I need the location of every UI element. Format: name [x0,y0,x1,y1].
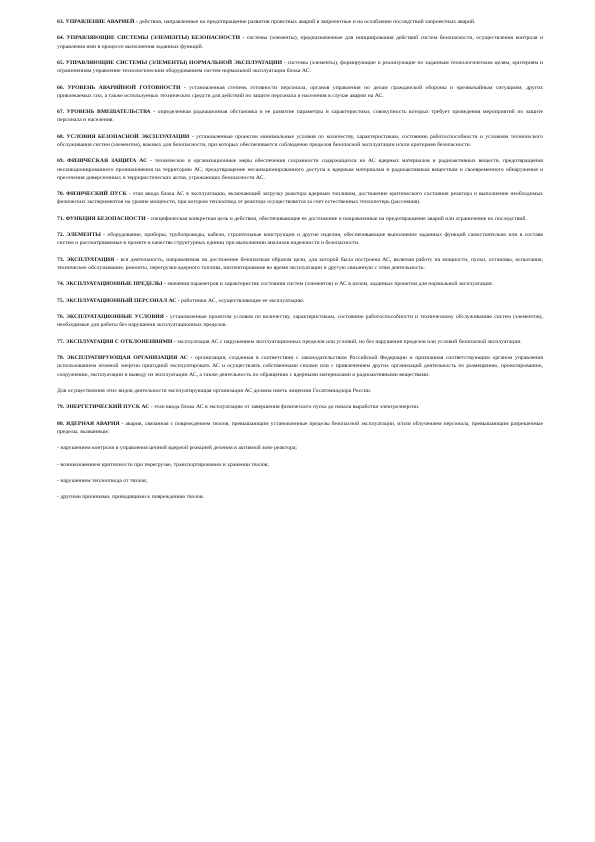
entry-separator: - [147,158,155,165]
entry-term: 68. УСЛОВИЯ БЕЗОПАСНОЙ ЭКСПЛУАТАЦИИ [57,133,190,140]
entry-definition: авария, связанная с повреждением твэлов, превышающим установленные пределы безопасной эксплуатации, и/или облучением персонала, превышающим разрешенные пределы, вызванным: [57,420,543,435]
entry-term: 75. ЭКСПЛУАТАЦИОННЫЙ ПЕРСОНАЛ АС [57,297,177,304]
glossary-entry [57,338,543,346]
entry-separator: - [180,84,190,91]
glossary-entry [57,297,543,305]
glossary-body [57,18,543,510]
entry-definition: установленные проектом минимальные условия по количеству, характеристикам, состоянию работоспособности и условиям технического обслуживания систем (элементов), важных для безопасности, при которых обеспечивается соблюдение пределов безопасной эксплуатации и/или критериев безопасности. [57,133,543,148]
glossary-entry [57,461,543,469]
glossary-entry [57,108,543,124]
entry-definition: установленная степень готовности персонала, органов управления по делам гражданской обороны и чрезвычайным ситуациям, других привлекаемых сил, а также используемых технических средств для действий по защите персонала и населения в случае аварии на АС. [57,84,543,99]
glossary-entry [57,157,543,182]
entry-separator: - [189,133,196,140]
glossary-entry [57,84,543,100]
glossary-entry [57,387,543,395]
entry-definition: Для осуществления этих видов деятельности эксплуатирующая организация АС должна иметь лицензии Госатомнадзора России. [57,387,372,394]
entry-separator: - [114,256,121,263]
glossary-entry [57,403,543,411]
entry-definition: действия, направленные на предотвращение развития проектных аварий в запроектные и на ослабление последствий запроектных аварий. [139,19,476,25]
glossary-entry [57,231,543,247]
entry-definition: - нарушением теплоотвода от твэлов; [57,478,148,485]
glossary-entry [57,493,543,501]
entry-term: 80. ЯДЕРНАЯ АВАРИЯ [57,420,120,427]
entry-definition: - нарушением контроля и управления цепной ядерной реакцией деления в активной зоне реактора; [57,445,297,452]
entry-definition: оборудование, приборы, трубопроводы, кабели, строительные конструкции и другие изделия, обеспечивающие выполнение заданных функций самостоятельно или в составе систем и рассматриваемые в проекте в качестве структурных единиц при выполнении анализов надежности и безопасности. [57,232,543,247]
entry-definition: эксплуатация АС с нарушением эксплуатационных пределов или условий, но без нарушения пределов или условий безопасной эксплуатации. [177,338,522,345]
entry-definition: системы (элементы), предназначенные для инициирования действий систем безопасности, осуществления контроля и управления ими в процессе выполнения заданных функций. [57,35,543,50]
entry-separator: - [134,19,140,25]
entry-definition: этап ввода блока АС в эксплуатацию, включающий загрузку реактора ядерным топливом, достижение критического состояния реактора и выполнение необходимых физических экспериментов на уровне мощности, при котором теплоотвод от реактора осуществляется за счет естественных теплопотерь (рассеяния). [57,191,543,206]
entry-separator: - [119,420,126,427]
entry-definition: вся деятельность, направленная на достижение безопасным образом цели, для которой была построена АС, включая работу на мощности, пуски, остановы, испытания, техническое обслуживание, ремонты, перегрузки ядерного топлива, инспектирование во время эксплуатации и другую связанную с этим деятельность. [57,256,543,271]
entry-term: 76. ЭКСПЛУАТАЦИОННЫЕ УСЛОВИЯ [57,314,164,321]
entry-definition: - возникновением критичности при перегрузке, транспортировании и хранении твэлов; [57,461,269,468]
entry-definition: системы (элементы), формирующие и реализующие по заданным технологическим целям, критериям и ограничениям управление технологическим оборудованием систем нормальной эксплуатации блока АС. [57,59,543,75]
entry-term: 69. ФИЗИЧЕСКАЯ ЗАЩИТА АС [57,158,148,165]
entry-term: 64. УПРАВЛЯЮЩИЕ СИСТЕМЫ (ЭЛЕМЕНТЫ) БЕЗОПАСНОСТИ [57,35,241,42]
glossary-entry [57,477,543,485]
entry-term: 77. ЭКСПЛУАТАЦИЯ С ОТКЛОНЕНИЯМИ [57,338,173,345]
entry-term: 72. ЭЛЕМЕНТЫ [57,232,101,239]
entry-definition: - другими причинами, приводящими к повреждению твэлов. [57,494,204,501]
entry-definition: техническое и организационные меры обеспечения сохранности содержащихся на АС ядерных материалов и радиоактивных веществ, предотвращения несанкционированного проникновения на территорию АС, предотвращение несанкционированного доступа к ядерным материалам и радиоактивным веществам и своевременного обнаружения и пресечения диверсионных и террористических актов, угрожающих безопасности АС. [57,158,543,181]
entry-separator: - [163,314,170,321]
entry-term: 74. ЭКСПЛУАТАЦИОННЫЕ ПРЕДЕЛЫ [57,281,163,288]
entry-term: 73. ЭКСПЛУАТАЦИЯ [57,256,115,263]
glossary-entry [57,133,543,149]
glossary-entry [57,444,543,452]
entry-separator: - [240,35,247,42]
entry-separator: - [100,232,108,239]
entry-definition: этап ввода блока АС в эксплуатацию от завершения физического пуска до начала выработки электроэнергии. [154,404,420,411]
entry-term: 78. ЭКСПЛУАТИРУЮЩАЯ ОРГАНИЗАЦИЯ АС [57,355,188,362]
entry-term: 71. ФУНКЦИЯ БЕЗОПАСНОСТИ [57,215,146,222]
entry-separator: - [282,59,288,66]
entry-separator: - [187,355,195,362]
entry-separator: - [172,338,178,345]
glossary-entry [57,18,543,26]
entry-term: 65. УПРАВЛЯЮЩИЕ СИСТЕМЫ (ЭЛЕМЕНТЫ) НОРМАЛЬНОЙ ЭКСПЛУАТАЦИИ [57,59,283,66]
glossary-entry [57,420,543,436]
entry-definition: определенная радиационная обстановка и ее развитие параметры и характеристики, совокупность которых требует проведения мероприятий по защите персонала и населения. [57,109,543,124]
glossary-entry [57,34,543,50]
entry-definition: значения параметров и характеристик состояния систем (элементов) и АС в целом, заданных проектом для нормальной эксплуатации. [167,281,494,288]
glossary-entry [57,59,543,75]
entry-separator: - [176,297,182,304]
entry-term: 66. УРОВЕНЬ АВАРИЙНОЙ ГОТОВНОСТИ [57,84,181,91]
entry-term: 63. УПРАВЛЕНИЕ АВАРИЕЙ [57,19,135,25]
entry-separator: - [162,281,168,288]
entry-definition: организация, созданная в соответствии с законодательством Российской Федерации и признанная соответствующим органом управления использованием атомной энергии пригодной эксплуатировать АС и осуществлять собственными силами или с привлечением других организаций деятельность по размещению, проектированию, сооружению, эксплуатации и выводу из эксплуатации АС, а также деятельность по обращению с ядерными материалами и радиоактивными веществами. [57,355,543,378]
entry-term: 67. УРОВЕНЬ ВМЕШАТЕЛЬСТВА [57,109,151,116]
entry-definition: специфическая конкретная цель и действия, обеспечивающие ее достижение и направленные на предотвращение аварий или ограничение их последствий. [150,215,527,222]
entry-definition: работники АС, осуществляющие ее эксплуатацию. [181,297,305,304]
glossary-entry [57,313,543,329]
entry-separator: - [149,404,155,411]
glossary-entry [57,190,543,206]
entry-term: 79. ЭНЕРГЕТИЧЕСКИЙ ПУСК АС [57,404,150,411]
glossary-entry [57,280,543,288]
entry-definition: установленные проектом условия по количеству, характеристикам, состоянию работоспособности и техническому обслуживанию систем (элементов), необходимые для работы без нарушения эксплуатационных пределов. [57,314,543,329]
entry-term: 70. ФИЗИЧЕСКИЙ ПУСК [57,191,127,198]
entry-separator: - [145,215,151,222]
entry-separator: - [126,191,133,198]
glossary-entry [57,256,543,272]
entry-separator: - [150,109,158,116]
glossary-entry [57,215,543,223]
glossary-entry [57,354,543,379]
